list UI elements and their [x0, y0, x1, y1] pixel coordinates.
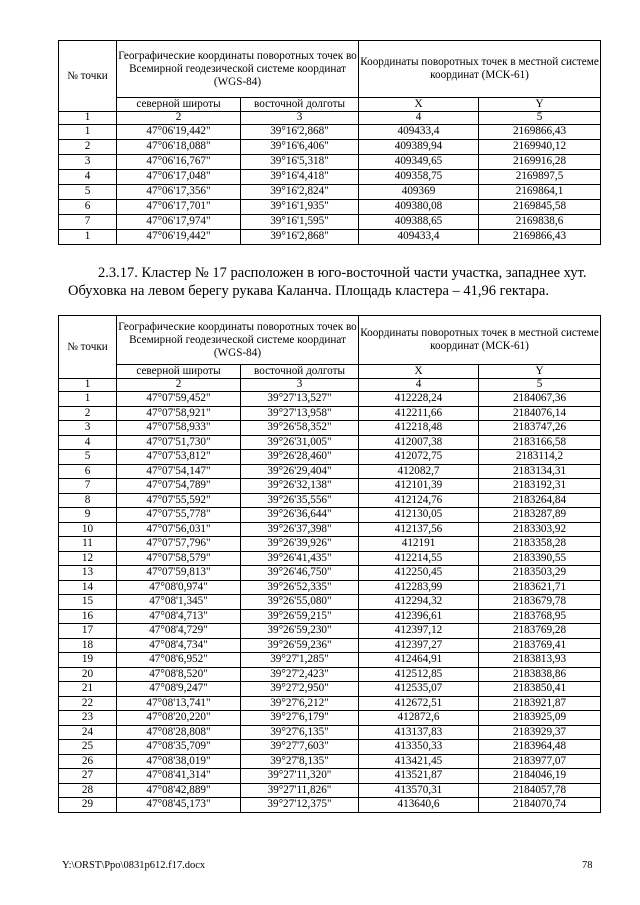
table-row [59, 522, 601, 537]
x-cell: 409369 [359, 185, 479, 200]
point-number-cell: 1 [59, 230, 117, 245]
latitude-cell: 47°07'53,812" [117, 450, 241, 465]
table-2-body [59, 392, 601, 813]
longitude-cell: 39°27'13,958" [241, 406, 359, 421]
column-number: 2 [117, 112, 241, 125]
longitude-cell: 39°26'31,005" [241, 435, 359, 450]
longitude-cell: 39°26'36,644" [241, 508, 359, 523]
x-cell: 409388,65 [359, 215, 479, 230]
longitude-cell: 39°26'55,080" [241, 595, 359, 610]
y-cell: 2183358,28 [479, 537, 601, 552]
y-cell: 2183977,07 [479, 754, 601, 769]
longitude-cell: 39°16'2,868" [241, 230, 359, 245]
latitude-cell: 47°08'42,889" [117, 783, 241, 798]
header-x: X [359, 98, 479, 112]
y-cell: 2169897,5 [479, 170, 601, 185]
latitude-cell: 47°07'56,031" [117, 522, 241, 537]
footer-page-number: 78 [582, 860, 593, 871]
longitude-cell: 39°16'2,824" [241, 185, 359, 200]
latitude-cell: 47°07'59,813" [117, 566, 241, 581]
latitude-cell: 47°08'9,247" [117, 682, 241, 697]
point-number-cell: 10 [59, 522, 117, 537]
table-row [59, 508, 601, 523]
x-cell: 412211,66 [359, 406, 479, 421]
table-row [59, 609, 601, 624]
header-geographic-coordinates: Географические координаты поворотных точек во Всемирной геодезической системе координат (WGS-84) [117, 316, 359, 365]
y-cell: 2169940,12 [479, 140, 601, 155]
x-cell: 409358,75 [359, 170, 479, 185]
latitude-cell: 47°07'54,147" [117, 464, 241, 479]
x-cell: 409349,65 [359, 155, 479, 170]
latitude-cell: 47°08'4,713" [117, 609, 241, 624]
header-y: Y [479, 365, 601, 379]
table-row [59, 155, 601, 170]
header-y: Y [479, 98, 601, 112]
footer-file-path: Y:\ORST\Ppo\0831p612.f17.docx [62, 860, 206, 871]
y-cell: 2184057,78 [479, 783, 601, 798]
column-number: 3 [241, 379, 359, 392]
y-cell: 2183813,93 [479, 653, 601, 668]
latitude-cell: 47°06'17,974" [117, 215, 241, 230]
column-number: 5 [479, 112, 601, 125]
y-cell: 2183747,26 [479, 421, 601, 436]
latitude-cell: 47°06'17,356" [117, 185, 241, 200]
header-latitude: северной широты [117, 98, 241, 112]
y-cell: 2169845,58 [479, 200, 601, 215]
table-row [59, 125, 601, 140]
point-number-cell: 5 [59, 450, 117, 465]
y-cell: 2183769,41 [479, 638, 601, 653]
longitude-cell: 39°26'59,236" [241, 638, 359, 653]
point-number-cell: 15 [59, 595, 117, 610]
y-cell: 2183769,28 [479, 624, 601, 639]
table-row [59, 215, 601, 230]
point-number-cell: 6 [59, 200, 117, 215]
table-row [59, 711, 601, 726]
x-cell: 412672,51 [359, 696, 479, 711]
longitude-cell: 39°27'2,423" [241, 667, 359, 682]
column-number: 4 [359, 379, 479, 392]
latitude-cell: 47°08'13,741" [117, 696, 241, 711]
cluster-17-description [68, 264, 598, 300]
latitude-cell: 47°07'59,452" [117, 392, 241, 407]
longitude-cell: 39°26'32,138" [241, 479, 359, 494]
longitude-cell: 39°26'35,556" [241, 493, 359, 508]
latitude-cell: 47°08'6,952" [117, 653, 241, 668]
point-number-cell: 4 [59, 435, 117, 450]
table-row [59, 537, 601, 552]
point-number-cell: 7 [59, 479, 117, 494]
point-number-cell: 6 [59, 464, 117, 479]
x-cell: 413570,31 [359, 783, 479, 798]
table-row [59, 406, 601, 421]
y-cell: 2183287,89 [479, 508, 601, 523]
table-row [59, 435, 601, 450]
latitude-cell: 47°08'8,520" [117, 667, 241, 682]
point-number-cell: 14 [59, 580, 117, 595]
x-cell: 409380,08 [359, 200, 479, 215]
point-number-cell: 28 [59, 783, 117, 798]
x-cell: 409433,4 [359, 125, 479, 140]
x-cell: 412137,56 [359, 522, 479, 537]
x-cell: 412397,12 [359, 624, 479, 639]
longitude-cell: 39°26'28,460" [241, 450, 359, 465]
table-row [59, 421, 601, 436]
table-row [59, 185, 601, 200]
x-cell: 412872,6 [359, 711, 479, 726]
point-number-cell: 25 [59, 740, 117, 755]
column-number: 3 [241, 112, 359, 125]
latitude-cell: 47°07'54,789" [117, 479, 241, 494]
longitude-cell: 39°27'7,603" [241, 740, 359, 755]
point-number-cell: 2 [59, 140, 117, 155]
longitude-cell: 39°27'13,527" [241, 392, 359, 407]
point-number-cell: 26 [59, 754, 117, 769]
table-row [59, 696, 601, 711]
longitude-cell: 39°27'1,285" [241, 653, 359, 668]
x-cell: 412101,39 [359, 479, 479, 494]
x-cell: 413350,33 [359, 740, 479, 755]
latitude-cell: 47°08'4,729" [117, 624, 241, 639]
longitude-cell: 39°26'59,215" [241, 609, 359, 624]
x-cell: 413421,45 [359, 754, 479, 769]
x-cell: 412007,38 [359, 435, 479, 450]
header-local-coordinates: Координаты поворотных точек в местной системе координат (МСК-61) [359, 41, 601, 98]
column-number: 4 [359, 112, 479, 125]
y-cell: 2183768,95 [479, 609, 601, 624]
coordinates-table-2 [58, 315, 601, 813]
y-cell: 2169864,1 [479, 185, 601, 200]
latitude-cell: 47°08'1,345" [117, 595, 241, 610]
header-geographic-coordinates: Географические координаты поворотных точек во Всемирной геодезической системе координат (WGS-84) [117, 41, 359, 98]
latitude-cell: 47°06'17,701" [117, 200, 241, 215]
y-cell: 2183838,86 [479, 667, 601, 682]
table-row [59, 200, 601, 215]
x-cell: 412218,48 [359, 421, 479, 436]
latitude-cell: 47°07'51,730" [117, 435, 241, 450]
point-number-cell: 29 [59, 798, 117, 813]
table-row [59, 682, 601, 697]
y-cell: 2183390,55 [479, 551, 601, 566]
y-cell: 2183850,41 [479, 682, 601, 697]
longitude-cell: 39°27'6,212" [241, 696, 359, 711]
point-number-cell: 8 [59, 493, 117, 508]
longitude-cell: 39°26'52,335" [241, 580, 359, 595]
table-1-body [59, 125, 601, 245]
latitude-cell: 47°08'28,808" [117, 725, 241, 740]
x-cell: 412214,55 [359, 551, 479, 566]
table-row [59, 754, 601, 769]
x-cell: 412228,24 [359, 392, 479, 407]
table-row [59, 493, 601, 508]
x-cell: 409433,4 [359, 230, 479, 245]
header-point-number: № точки [59, 41, 117, 112]
point-number-cell: 20 [59, 667, 117, 682]
table-row [59, 725, 601, 740]
longitude-cell: 39°26'46,750" [241, 566, 359, 581]
point-number-cell: 21 [59, 682, 117, 697]
latitude-cell: 47°06'17,048" [117, 170, 241, 185]
x-cell: 412082,7 [359, 464, 479, 479]
table-row [59, 464, 601, 479]
longitude-cell: 39°16'5,318" [241, 155, 359, 170]
table-row [59, 595, 601, 610]
point-number-cell: 4 [59, 170, 117, 185]
point-number-cell: 16 [59, 609, 117, 624]
table-row [59, 624, 601, 639]
longitude-cell: 39°26'41,435" [241, 551, 359, 566]
longitude-cell: 39°27'11,320" [241, 769, 359, 784]
longitude-cell: 39°26'37,398" [241, 522, 359, 537]
latitude-cell: 47°07'58,579" [117, 551, 241, 566]
point-number-cell: 7 [59, 215, 117, 230]
table-row [59, 450, 601, 465]
x-cell: 412250,45 [359, 566, 479, 581]
table-row [59, 653, 601, 668]
x-cell: 412512,85 [359, 667, 479, 682]
table-row [59, 580, 601, 595]
table-row [59, 479, 601, 494]
x-cell: 412283,99 [359, 580, 479, 595]
point-number-cell: 3 [59, 155, 117, 170]
y-cell: 2183925,09 [479, 711, 601, 726]
y-cell: 2183114,2 [479, 450, 601, 465]
table-row [59, 769, 601, 784]
y-cell: 2183964,48 [479, 740, 601, 755]
point-number-cell: 18 [59, 638, 117, 653]
point-number-cell: 22 [59, 696, 117, 711]
header-latitude: северной широты [117, 365, 241, 379]
y-cell: 2183503,29 [479, 566, 601, 581]
y-cell: 2183621,71 [479, 580, 601, 595]
y-cell: 2169838,6 [479, 215, 601, 230]
longitude-cell: 39°27'11,826" [241, 783, 359, 798]
y-cell: 2184067,36 [479, 392, 601, 407]
point-number-cell: 3 [59, 421, 117, 436]
x-cell: 412191 [359, 537, 479, 552]
x-cell: 412294,32 [359, 595, 479, 610]
point-number-cell: 11 [59, 537, 117, 552]
point-number-cell: 12 [59, 551, 117, 566]
longitude-cell: 39°27'8,135" [241, 754, 359, 769]
latitude-cell: 47°07'55,778" [117, 508, 241, 523]
table-row [59, 392, 601, 407]
latitude-cell: 47°08'35,709" [117, 740, 241, 755]
latitude-cell: 47°07'58,921" [117, 406, 241, 421]
point-number-cell: 17 [59, 624, 117, 639]
header-local-coordinates: Координаты поворотных точек в местной системе координат (МСК-61) [359, 316, 601, 365]
y-cell: 2183264,84 [479, 493, 601, 508]
longitude-cell: 39°16'1,935" [241, 200, 359, 215]
table-row [59, 140, 601, 155]
y-cell: 2169866,43 [479, 125, 601, 140]
header-longitude: восточной долготы [241, 365, 359, 379]
point-number-cell: 19 [59, 653, 117, 668]
x-cell: 412535,07 [359, 682, 479, 697]
x-cell: 412464,91 [359, 653, 479, 668]
x-cell: 409389,94 [359, 140, 479, 155]
point-number-cell: 5 [59, 185, 117, 200]
longitude-cell: 39°16'6,406" [241, 140, 359, 155]
table-row [59, 551, 601, 566]
y-cell: 2169866,43 [479, 230, 601, 245]
point-number-cell: 27 [59, 769, 117, 784]
longitude-cell: 39°27'2,950" [241, 682, 359, 697]
y-cell: 2184076,14 [479, 406, 601, 421]
longitude-cell: 39°26'29,404" [241, 464, 359, 479]
latitude-cell: 47°07'58,933" [117, 421, 241, 436]
paragraph-text: 2.3.17. Кластер № 17 расположен в юго-восточной части участка, западнее хут. Обуховка на левом берегу рукава Каланча. Площадь кластера – 41,96 гектара. [68, 265, 587, 299]
table-row [59, 740, 601, 755]
y-cell: 2169916,28 [479, 155, 601, 170]
x-cell: 412130,05 [359, 508, 479, 523]
x-cell: 412397,27 [359, 638, 479, 653]
longitude-cell: 39°27'6,179" [241, 711, 359, 726]
point-number-cell: 9 [59, 508, 117, 523]
latitude-cell: 47°08'4,734" [117, 638, 241, 653]
y-cell: 2183192,31 [479, 479, 601, 494]
x-cell: 413640,6 [359, 798, 479, 813]
y-cell: 2183303,92 [479, 522, 601, 537]
point-number-cell: 23 [59, 711, 117, 726]
longitude-cell: 39°26'59,230" [241, 624, 359, 639]
column-number: 5 [479, 379, 601, 392]
y-cell: 2183166,58 [479, 435, 601, 450]
table-row [59, 638, 601, 653]
latitude-cell: 47°06'19,442" [117, 125, 241, 140]
point-number-cell: 1 [59, 125, 117, 140]
point-number-cell: 13 [59, 566, 117, 581]
table-row [59, 667, 601, 682]
table-row [59, 230, 601, 245]
longitude-cell: 39°26'58,352" [241, 421, 359, 436]
latitude-cell: 47°06'18,088" [117, 140, 241, 155]
table-row [59, 566, 601, 581]
point-number-cell: 2 [59, 406, 117, 421]
y-cell: 2183929,37 [479, 725, 601, 740]
x-cell: 413521,87 [359, 769, 479, 784]
longitude-cell: 39°16'1,595" [241, 215, 359, 230]
latitude-cell: 47°08'20,220" [117, 711, 241, 726]
longitude-cell: 39°16'2,868" [241, 125, 359, 140]
longitude-cell: 39°27'6,135" [241, 725, 359, 740]
y-cell: 2183921,87 [479, 696, 601, 711]
latitude-cell: 47°08'38,019" [117, 754, 241, 769]
latitude-cell: 47°08'45,173" [117, 798, 241, 813]
latitude-cell: 47°06'19,442" [117, 230, 241, 245]
header-x: X [359, 365, 479, 379]
y-cell: 2184070,74 [479, 798, 601, 813]
table-row [59, 170, 601, 185]
x-cell: 412124,76 [359, 493, 479, 508]
column-number: 1 [59, 379, 117, 392]
table-row [59, 798, 601, 813]
header-point-number: № точки [59, 316, 117, 379]
longitude-cell: 39°26'39,926" [241, 537, 359, 552]
header-longitude: восточной долготы [241, 98, 359, 112]
point-number-cell: 24 [59, 725, 117, 740]
x-cell: 412072,75 [359, 450, 479, 465]
coordinates-table-1 [58, 40, 601, 245]
column-number: 1 [59, 112, 117, 125]
latitude-cell: 47°07'57,796" [117, 537, 241, 552]
latitude-cell: 47°06'16,767" [117, 155, 241, 170]
y-cell: 2184046,19 [479, 769, 601, 784]
y-cell: 2183134,31 [479, 464, 601, 479]
latitude-cell: 47°07'55,592" [117, 493, 241, 508]
latitude-cell: 47°08'0,974" [117, 580, 241, 595]
x-cell: 412396,61 [359, 609, 479, 624]
table-row [59, 783, 601, 798]
column-number: 2 [117, 379, 241, 392]
y-cell: 2183679,78 [479, 595, 601, 610]
point-number-cell: 1 [59, 392, 117, 407]
x-cell: 413137,83 [359, 725, 479, 740]
latitude-cell: 47°08'41,314" [117, 769, 241, 784]
longitude-cell: 39°27'12,375" [241, 798, 359, 813]
longitude-cell: 39°16'4,418" [241, 170, 359, 185]
